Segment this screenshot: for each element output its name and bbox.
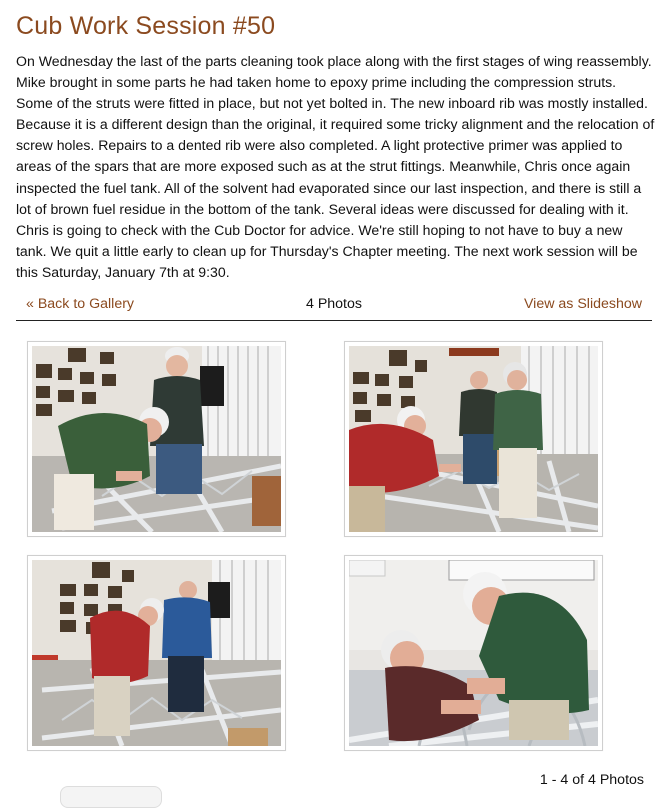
post-body: On Wednesday the last of the parts cleaning took place along with the first stages of wing reassembly. Mike brought in some parts he had taken home to epoxy prime including the compression struts. Some of the struts were fitted in place, but not yet bolted in. The new inboard rib was mostly installed. Because it is a different design than the original, it required some tricky alignment and the relocation of screw holes. Repairs to a dented rib were also completed. A light protective primer was applied to areas of the spars that are more exposed such as at the strut fittings. Meanwhile, Chris once again inspected the fuel tank. All of the solvent had evaporated since our last inspection, and there is still a lot of brown fuel residue in the bottom of the tank. Several ideas were discussed for dealing with it. Chris is going to check with the Cub Doctor for advice. We're still hoping to not have to buy a new tank. We quit a little early to clean up for Thursday's Chapter meeting. The next work session will be this Saturday, January 7th at 9:30. <box>16 53 655 280</box>
photo-wing-reassembly-2 <box>349 346 598 532</box>
gallery-nav-bar <box>16 294 652 321</box>
photo-thumbnail-4[interactable] <box>344 555 603 751</box>
pager-control[interactable] <box>60 786 162 808</box>
photo-thumbnail-2[interactable] <box>344 341 603 537</box>
photo-wing-reassembly-3 <box>32 560 281 746</box>
back-to-gallery-link[interactable]: « Back to Gallery <box>26 296 135 312</box>
page-title: Cub Work Session #50 <box>16 12 276 40</box>
post-content <box>16 0 655 312</box>
photo-count-label: 4 Photos <box>305 296 362 312</box>
photo-wing-reassembly-4 <box>349 560 598 746</box>
view-slideshow-link[interactable]: View as Slideshow <box>523 296 642 312</box>
photo-range-label: 1 - 4 of 4 Photos <box>539 772 644 788</box>
photo-wing-reassembly-1 <box>32 346 281 532</box>
photo-thumbnail-3[interactable] <box>27 555 286 751</box>
photo-thumbnail-1[interactable] <box>27 341 286 537</box>
